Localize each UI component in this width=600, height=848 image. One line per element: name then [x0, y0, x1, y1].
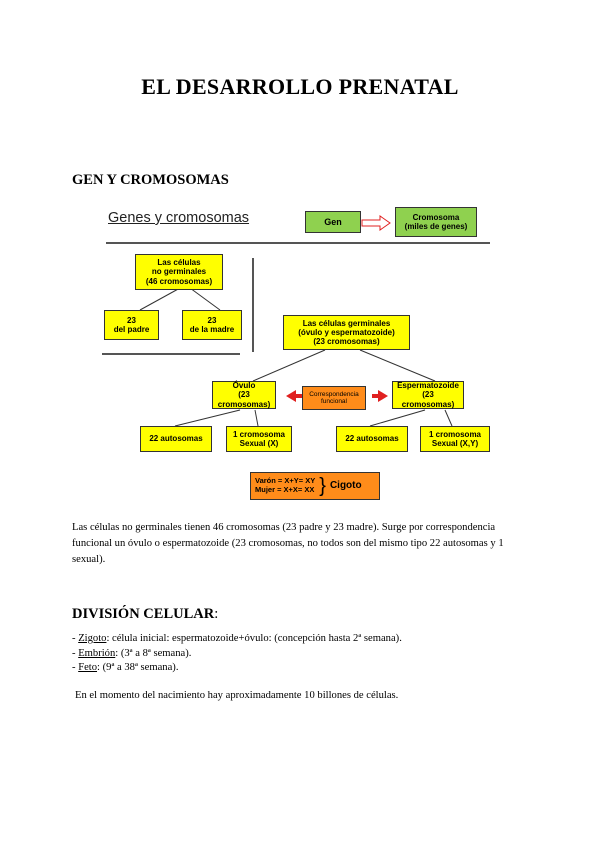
- sex-chromosome-xy-box: 1 cromosoma Sexual (X,Y): [420, 426, 490, 452]
- father-23-box: 23 del padre: [104, 310, 159, 340]
- connector-ovulo-sexual: [255, 410, 258, 426]
- chromosome-box: Cromosoma (miles de genes): [395, 207, 477, 237]
- curly-brace: }: [319, 475, 326, 497]
- gen-to-chromosome-arrow: [362, 216, 390, 230]
- autosomes-right-box: 22 autosomas: [336, 426, 408, 452]
- diagram-title: Genes y cromosomas: [108, 210, 250, 226]
- connector-esperma-autosomas: [370, 410, 425, 426]
- stage-term: Feto: [78, 662, 98, 673]
- list-item: - Embrión: (3ª a 8ª semana).: [72, 647, 192, 659]
- gen-box: Gen: [305, 211, 361, 233]
- genes-chromosomes-diagram: [90, 200, 510, 510]
- page-title: EL DESARROLLO PRENATAL: [141, 74, 459, 99]
- ovule-box: Óvulo (23 cromosomas): [212, 381, 276, 409]
- zygote-box: [250, 472, 380, 500]
- non-germinal-cells-box: Las células no germinales (46 cromosomas): [135, 254, 223, 290]
- stage-term: Embrión: [78, 647, 116, 659]
- closing-sentence: En el momento del nacimiento hay aproximadamente 10 billones de células.: [75, 690, 399, 701]
- stage-text: : (3ª a 8ª semana).: [115, 647, 192, 659]
- sex-chromosome-x-box: 1 cromosoma Sexual (X): [226, 426, 292, 452]
- division-celular-text: DIVISIÓN CELULAR: [72, 606, 215, 622]
- functional-correspondence-box: Correspondencia funcional: [302, 386, 366, 410]
- zygote-label: Cigoto: [329, 480, 362, 492]
- diagram-connectors: [90, 200, 510, 510]
- connector-padre: [140, 288, 180, 310]
- paragraph-chromosomes: Las células no germinales tienen 46 cromosomas (23 padre y 23 madre). Surge por correspondencia funcional un óvulo o espermatozoide (23 cromosomas, no todos son del mismo tipo 22 autosomas y 1 sexual).: [72, 522, 504, 565]
- right-red-arrow: [372, 390, 388, 402]
- section-heading-gen-cromosomas: GEN Y CROMOSOMAS: [72, 172, 229, 188]
- connector-ovulo-autosomas: [175, 410, 240, 426]
- germinal-cells-box: Las células germinales (óvulo y espermatozoide) (23 cromosomas): [283, 315, 410, 350]
- connector-ovulo: [253, 350, 325, 381]
- left-red-arrow: [286, 390, 302, 402]
- section-heading-division-celular: [72, 606, 218, 623]
- autosomes-left-box: 22 autosomas: [140, 426, 212, 452]
- mother-23-box: 23 de la madre: [182, 310, 242, 340]
- connector-esperma-sexual: [445, 410, 452, 426]
- list-item: - Zigoto: célula inicial: espermatozoide+óvulo: (concepción hasta 2ª semana).: [72, 633, 402, 644]
- spermatozoon-box: Espermatozoide (23 cromosomas): [392, 381, 464, 409]
- stages-list: [72, 632, 532, 676]
- connector-madre: [190, 288, 220, 310]
- stage-term: Zigoto: [78, 633, 107, 644]
- connector-espermatozoide: [360, 350, 435, 381]
- stage-text: : (9ª a 38ª semana).: [97, 662, 179, 673]
- stage-text: : célula inicial: espermatozoide+óvulo: (concepción hasta 2ª semana).: [106, 633, 402, 644]
- heading-colon: :: [214, 606, 219, 622]
- list-item: - Feto: (9ª a 38ª semana).: [72, 662, 179, 673]
- zygote-formulas: Varón = X+Y= XY Mujer = X+X= XX: [255, 476, 316, 494]
